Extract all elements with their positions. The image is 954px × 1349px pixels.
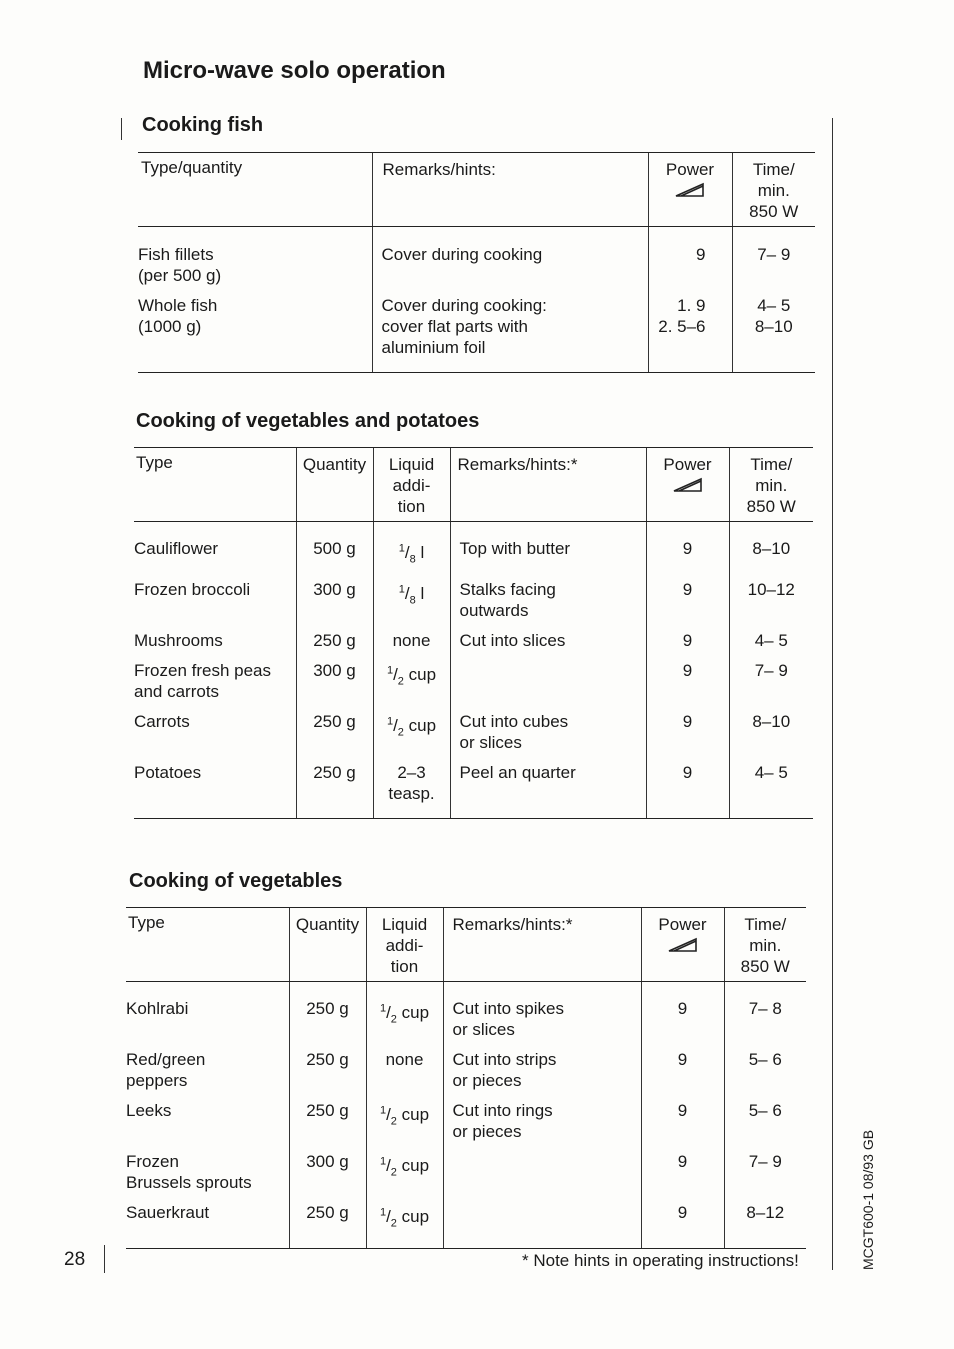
cell-line: Quantity [302, 455, 367, 474]
cell-line: Fish fillets [138, 245, 214, 264]
col-header-time [729, 448, 813, 522]
cell-line: Quantity [295, 915, 360, 934]
cell-line: 8–10 [752, 712, 791, 732]
col-header-liquid [373, 448, 450, 522]
cell-line: Cover during cooking [381, 245, 543, 264]
cell-remarks [372, 286, 648, 373]
cell-qty [289, 1091, 366, 1142]
cell-time [729, 570, 813, 621]
table-row [126, 1193, 806, 1249]
cell-line: 4– 5 [757, 296, 791, 315]
cell-remarks [450, 702, 646, 753]
cell-remarks [450, 651, 646, 702]
cell-type [134, 651, 296, 702]
cell-line: 250 g [313, 631, 356, 651]
margin-rule [121, 118, 122, 140]
cell-line: Mushrooms [134, 631, 223, 651]
cell-line: Liquid [381, 915, 428, 934]
cell-line: $^1/_8$ l [398, 583, 425, 607]
fish-table [138, 152, 815, 373]
cell-type [138, 227, 372, 287]
cell-power [646, 753, 729, 819]
col-header-type [138, 153, 372, 227]
cell-line: Cut into cubes [459, 712, 569, 732]
cell-line: Power [665, 160, 715, 179]
cell-line: 9 [682, 580, 693, 600]
cell-liquid [373, 522, 450, 571]
cell-line: 8–10 [754, 317, 793, 336]
power-level-icon [673, 182, 707, 198]
cell-line: 850 W [749, 202, 799, 221]
cell-remarks [450, 522, 646, 571]
col-header-type [126, 908, 289, 982]
col-header-quantity [296, 448, 373, 522]
cell-line: (per 500 g) [138, 266, 222, 285]
cell-line: Cauliflower [134, 539, 219, 558]
footnote: * Note hints in operating instructions! [522, 1251, 799, 1270]
cell-qty [289, 1040, 366, 1091]
cell-line: 5– 6 [748, 1050, 782, 1069]
cell-line: 9 [677, 1152, 688, 1171]
cell-power [646, 570, 729, 621]
cell-remarks [443, 1040, 641, 1091]
cell-line: min. [749, 936, 782, 955]
cell-time [724, 1040, 806, 1091]
cell-line: Top with butter [459, 539, 571, 558]
cell-line: Time/ [744, 915, 787, 934]
cell-qty [296, 621, 373, 651]
cell-liquid [373, 621, 450, 651]
cell-line: and carrots [134, 682, 220, 702]
cell-line: Remarks/hints: [382, 160, 496, 179]
col-header-remarks [443, 908, 641, 982]
cell-time [729, 702, 813, 753]
cell-line: 850 W [740, 957, 790, 976]
cell-line: 4– 5 [754, 763, 788, 783]
cell-qty [289, 1193, 366, 1249]
cell-type [126, 1142, 289, 1193]
cell-type [134, 702, 296, 753]
cell-line: Peel an quarter [459, 763, 576, 783]
cell-time [732, 227, 815, 287]
cell-line: Frozen broccoli [134, 580, 251, 600]
col-header-time [724, 908, 806, 982]
cell-line: 250 g [313, 763, 356, 783]
cell-power [648, 286, 732, 373]
cell-time [729, 522, 813, 571]
cell-line: outwards [459, 601, 529, 621]
cell-line: Frozen [126, 1152, 179, 1171]
cell-power [641, 1040, 724, 1091]
cell-line: Type [136, 453, 173, 472]
cell-time [729, 621, 813, 651]
cell-line: 8–10 [752, 539, 791, 558]
cell-line: none [392, 631, 431, 651]
cell-line: 9 [682, 712, 693, 732]
cell-line: 7– 8 [748, 999, 782, 1018]
cell-line: Potatoes [134, 763, 202, 783]
cell-line: 9 [682, 661, 693, 681]
cell-qty [289, 1142, 366, 1193]
col-header-remarks [450, 448, 646, 522]
table-row [126, 982, 806, 1041]
cell-power [641, 1142, 724, 1193]
cell-line: 250 g [306, 1101, 349, 1120]
cell-line: 2–3 [397, 763, 426, 783]
table-row [138, 227, 815, 287]
cell-remarks [443, 1193, 641, 1249]
cell-line: Carrots [134, 712, 190, 732]
cell-line: 2. 5–6 [658, 317, 706, 336]
cell-line: Cut into spikes [452, 999, 564, 1018]
cell-line: 9 [677, 1101, 688, 1120]
cell-power [646, 522, 729, 571]
cell-line: 300 g [313, 661, 356, 681]
cell-remarks [443, 1142, 641, 1193]
power-level-icon [671, 477, 705, 493]
cell-line: $^1/_2$ cup [379, 1155, 430, 1179]
cell-power [648, 227, 732, 287]
cell-line: 300 g [313, 580, 356, 600]
col-header-liquid [366, 908, 443, 982]
cell-line: teasp. [388, 784, 435, 804]
cell-power [646, 702, 729, 753]
cell-line: 9 [677, 999, 688, 1018]
cell-line: or pieces [452, 1071, 522, 1090]
col-header-power [641, 908, 724, 982]
cell-type [126, 1193, 289, 1249]
cell-liquid [366, 1142, 443, 1193]
cell-qty [296, 522, 373, 571]
table-row [138, 286, 815, 373]
col-header-time [732, 153, 815, 227]
cell-line: Liquid [388, 455, 435, 474]
cell-line: Cut into slices [459, 631, 566, 651]
cell-line: Kohlrabi [126, 999, 189, 1018]
col-header-remarks [372, 153, 648, 227]
cell-type [134, 570, 296, 621]
cell-line: 300 g [306, 1152, 349, 1171]
veg-potatoes-table [134, 447, 813, 819]
cell-remarks [443, 982, 641, 1041]
cell-line: 9 [682, 631, 693, 651]
cell-line: Brussels sprouts [126, 1173, 252, 1192]
table-row [134, 651, 813, 702]
cell-line: $^1/_2$ cup [386, 664, 437, 688]
cell-type [126, 1040, 289, 1091]
cell-qty [296, 570, 373, 621]
cell-qty [296, 753, 373, 819]
table-row [126, 1040, 806, 1091]
cell-line: Remarks/hints:* [457, 455, 578, 474]
cell-line: Cover during cooking: [381, 296, 547, 315]
cell-type [138, 286, 372, 373]
table-row [134, 621, 813, 651]
cell-line: 9 [677, 1203, 688, 1222]
cell-line: or slices [452, 1020, 515, 1039]
cell-line: Sauerkraut [126, 1203, 210, 1222]
cell-liquid [373, 702, 450, 753]
section-heading-fish: Cooking fish [142, 114, 264, 136]
cell-line: Type/quantity [141, 158, 243, 177]
cell-line: or pieces [452, 1122, 522, 1141]
col-header-power [646, 448, 729, 522]
cell-line: Type [128, 913, 165, 932]
cell-line: 8–12 [746, 1203, 785, 1222]
cell-line: $^1/_2$ cup [379, 1206, 430, 1230]
cell-line: 4– 5 [754, 631, 788, 651]
cell-line: (1000 g) [138, 317, 202, 336]
cell-line: 5– 6 [748, 1101, 782, 1120]
cell-line: addi- [385, 936, 424, 955]
margin-rule [104, 1245, 105, 1273]
page-number: 28 [64, 1249, 86, 1270]
cell-line: 9 [677, 1050, 688, 1069]
cell-liquid [366, 982, 443, 1041]
vegetables-table [126, 907, 806, 1249]
cell-line: or slices [459, 733, 522, 753]
cell-line: 250 g [306, 999, 349, 1018]
cell-line: 500 g [313, 539, 356, 558]
table-row [134, 570, 813, 621]
cell-line: $^1/_2$ cup [379, 1002, 430, 1026]
cell-type [134, 522, 296, 571]
cell-line: 7– 9 [757, 245, 791, 264]
cell-qty [296, 702, 373, 753]
cell-line: Stalks facing [459, 580, 556, 600]
cell-time [729, 651, 813, 702]
cell-line: Cut into rings [452, 1101, 553, 1120]
cell-time [729, 753, 813, 819]
cell-power [641, 982, 724, 1041]
cell-power [641, 1193, 724, 1249]
cell-line: 850 W [746, 497, 796, 516]
table-row [126, 1091, 806, 1142]
cell-type [126, 982, 289, 1041]
table-row [126, 1142, 806, 1193]
cell-line: $^1/_2$ cup [386, 715, 437, 739]
cell-time [724, 982, 806, 1041]
cell-line: 250 g [306, 1203, 349, 1222]
section-heading-veg-potatoes: Cooking of vegetables and potatoes [136, 410, 480, 432]
cell-liquid [366, 1091, 443, 1142]
cell-line: 7– 9 [754, 661, 788, 681]
cell-line: min. [755, 476, 788, 495]
cell-line: 7– 9 [748, 1152, 782, 1171]
cell-line: Time/ [752, 160, 795, 179]
table-row [134, 702, 813, 753]
cell-line: Cut into strips [452, 1050, 557, 1069]
cell-line: peppers [126, 1071, 188, 1090]
cell-line: 250 g [306, 1050, 349, 1069]
cell-remarks [450, 753, 646, 819]
cell-type [134, 753, 296, 819]
cell-qty [296, 651, 373, 702]
cell-line: Leeks [126, 1101, 172, 1120]
cell-qty [289, 982, 366, 1041]
cell-line: Red/green [126, 1050, 206, 1069]
cell-line: tion [397, 497, 426, 516]
cell-line: 9 [682, 539, 693, 558]
cell-line: min. [757, 181, 790, 200]
cell-remarks [450, 570, 646, 621]
cell-line: Time/ [750, 455, 793, 474]
cell-liquid [373, 753, 450, 819]
cell-liquid [373, 570, 450, 621]
cell-liquid [373, 651, 450, 702]
cell-line: 9 [696, 245, 706, 264]
cell-power [646, 621, 729, 651]
cell-line: Power [663, 455, 712, 474]
cell-time [724, 1193, 806, 1249]
cell-remarks [443, 1091, 641, 1142]
page-title: Micro-wave solo operation [143, 57, 446, 84]
table-row [134, 753, 813, 819]
cell-line: 9 [682, 763, 693, 783]
cell-line: cover flat parts with [381, 317, 528, 336]
section-heading-vegetables: Cooking of vegetables [129, 870, 343, 892]
cell-line: Remarks/hints:* [452, 915, 573, 934]
cell-line: none [385, 1050, 424, 1069]
col-header-quantity [289, 908, 366, 982]
cell-liquid [366, 1040, 443, 1091]
cell-power [646, 651, 729, 702]
cell-line: $^1/_2$ cup [379, 1104, 430, 1128]
cell-line: Power [658, 915, 707, 934]
cell-liquid [366, 1193, 443, 1249]
cell-type [126, 1091, 289, 1142]
power-level-icon [666, 937, 700, 953]
cell-time [724, 1142, 806, 1193]
cell-time [724, 1091, 806, 1142]
cell-line: 1. 9 [677, 296, 706, 315]
cell-line: addi- [392, 476, 431, 495]
cell-line: 10–12 [747, 580, 795, 600]
cell-time [732, 286, 815, 373]
cell-line: Whole fish [138, 296, 218, 315]
table-row [134, 522, 813, 571]
margin-rule [832, 118, 833, 1270]
cell-line: tion [390, 957, 419, 976]
cell-power [641, 1091, 724, 1142]
cell-line: 250 g [313, 712, 356, 732]
cell-type [134, 621, 296, 651]
cell-line: Frozen fresh peas [134, 661, 272, 681]
col-header-power [648, 153, 732, 227]
cell-line: $^1/_8$ l [398, 542, 425, 566]
cell-line: aluminium foil [381, 338, 486, 357]
document-code: MCGT600-1 08/93 GB [860, 1129, 876, 1270]
cell-remarks [372, 227, 648, 287]
col-header-type [134, 448, 296, 522]
cell-remarks [450, 621, 646, 651]
